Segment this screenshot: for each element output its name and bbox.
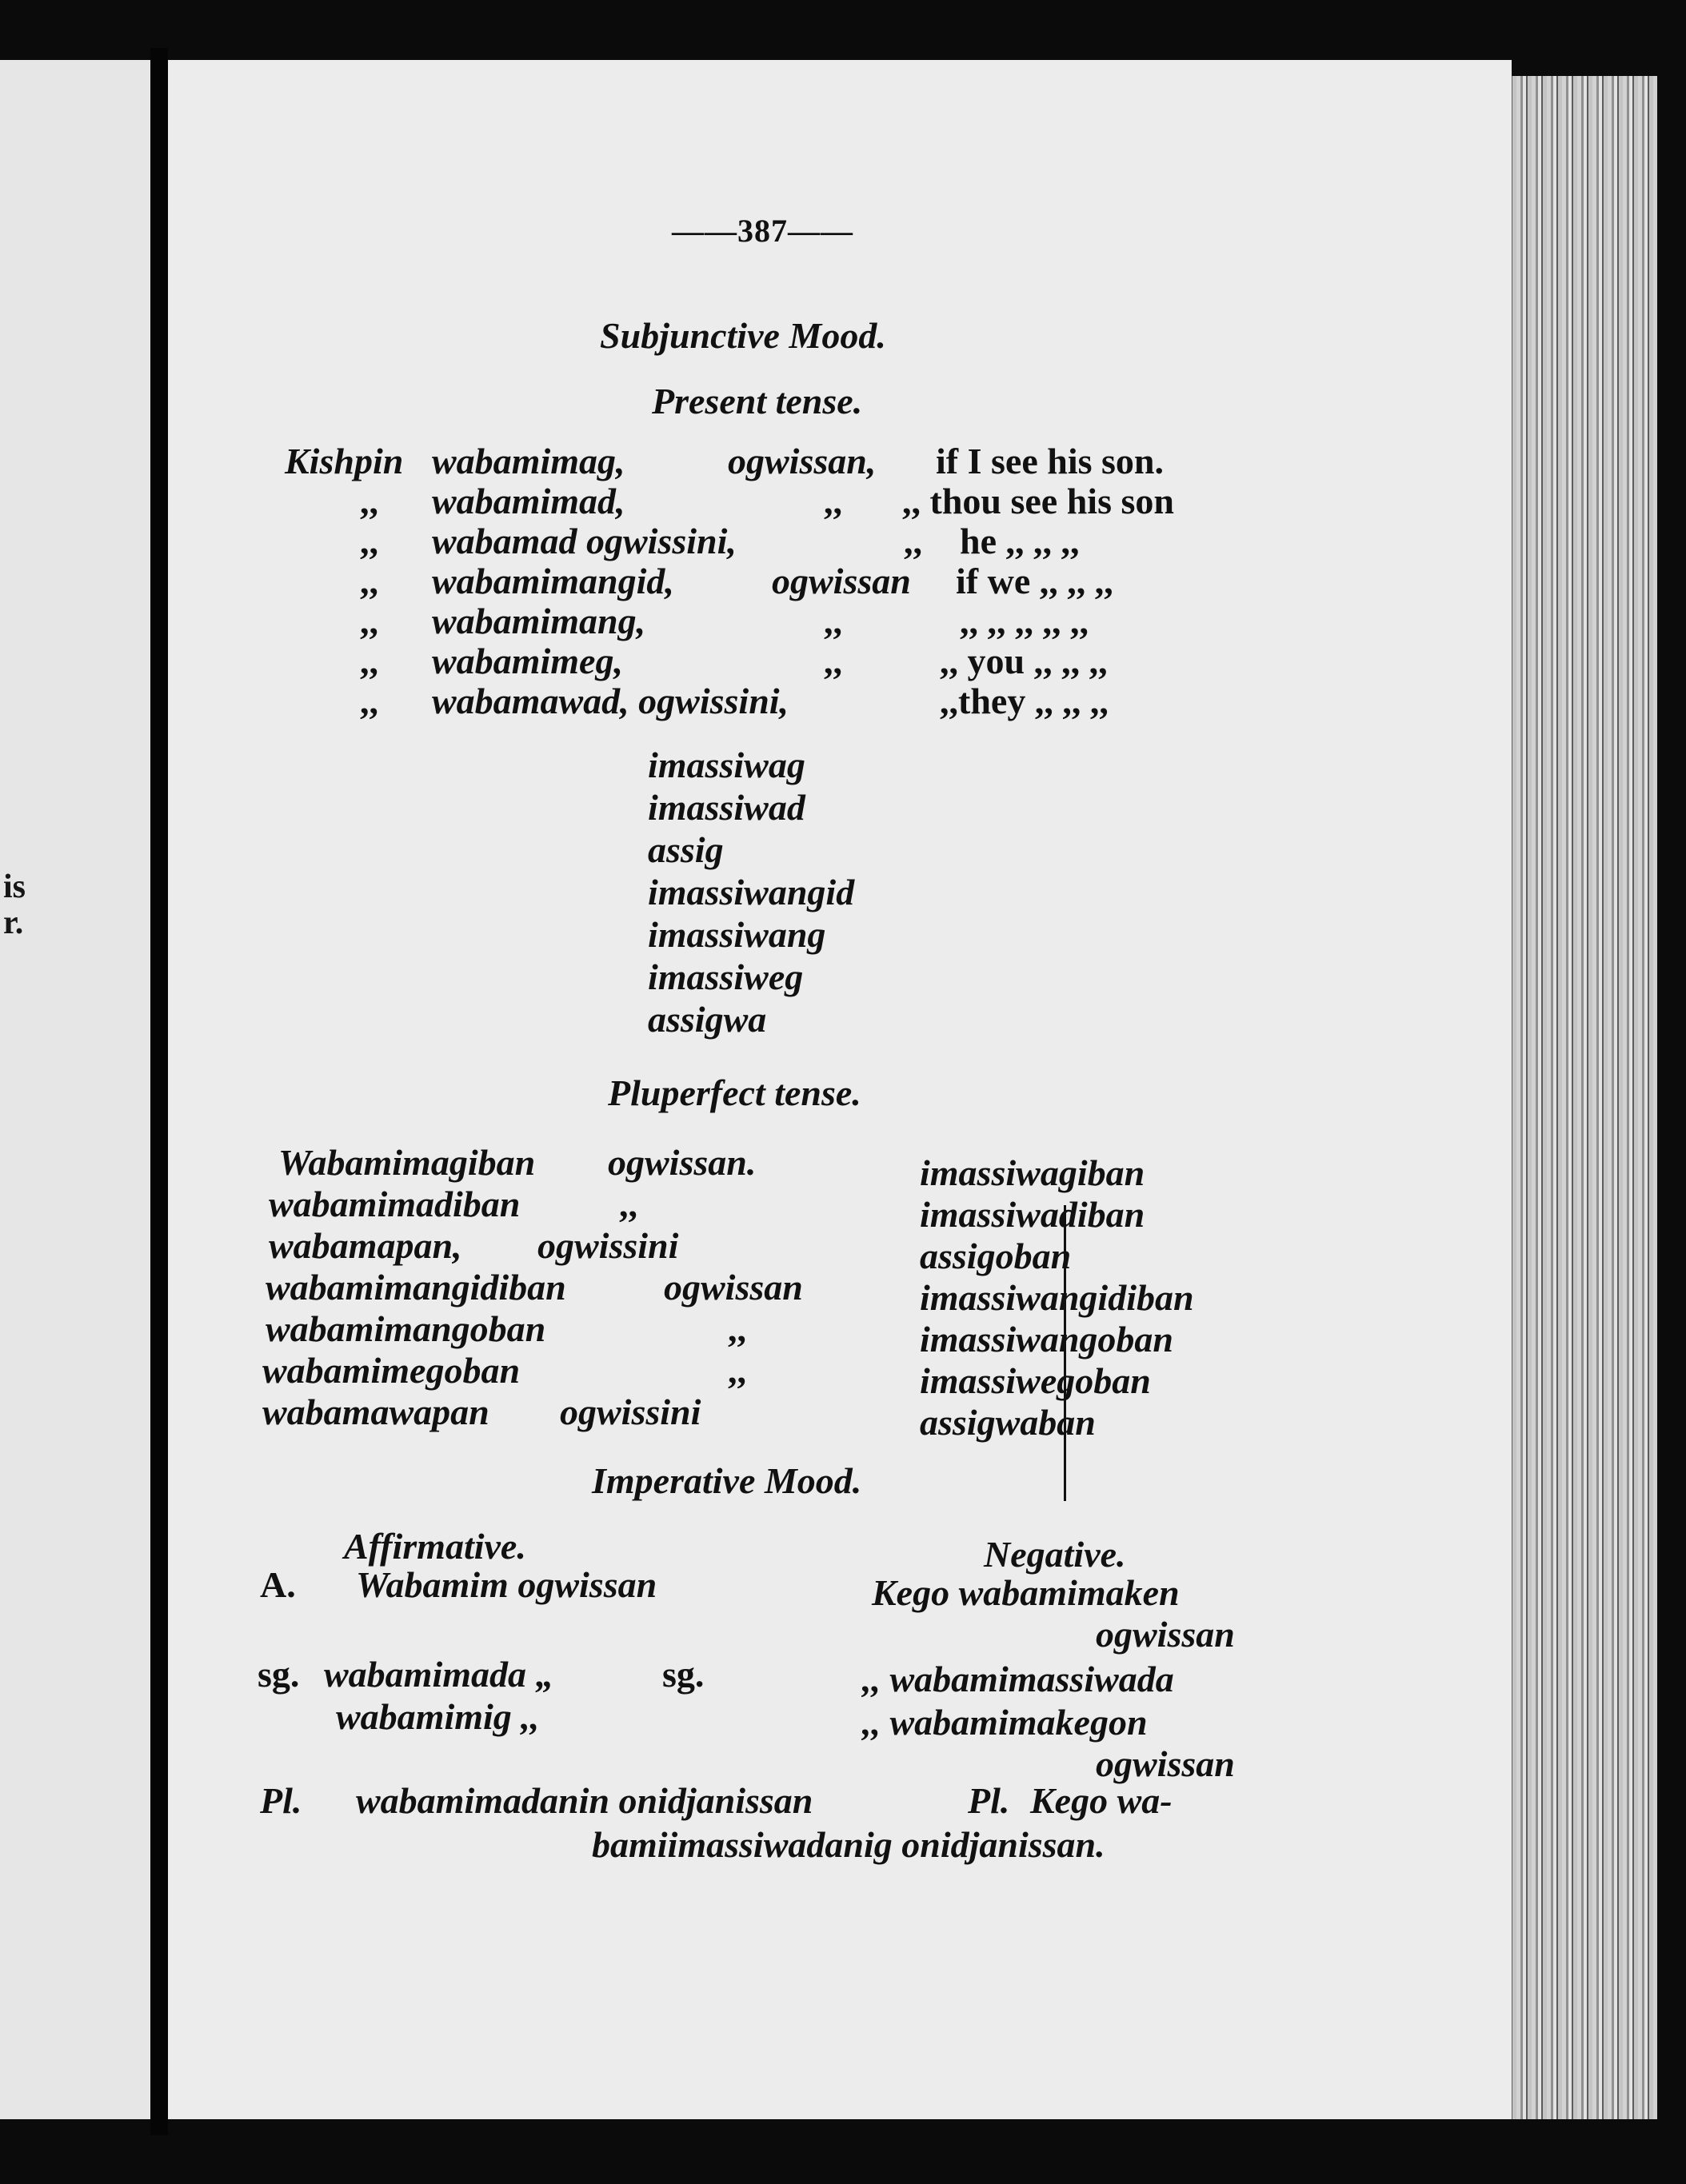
noun-form: ,, — [619, 1184, 637, 1224]
negative-form: ,, wabamimassiwada — [862, 1659, 1174, 1699]
row-lead: ,, — [360, 481, 378, 521]
english-gloss: he ,, ,, ,, — [960, 521, 1080, 561]
list-item: imassiwangoban — [920, 1319, 1173, 1360]
book-page — [168, 60, 1512, 2119]
english-gloss: ,,they ,, ,, ,, — [940, 681, 1109, 721]
verb-form: wabamimag, — [432, 441, 625, 481]
noun-form: ,, — [728, 1308, 746, 1349]
verb-form: wabamimig ,, — [336, 1696, 540, 1737]
verb-form: wabamawapan — [262, 1391, 489, 1432]
verb-form: wabamimeg, — [432, 641, 623, 681]
verb-form: wabamimadiban — [269, 1184, 521, 1224]
verb-form: wabamimegoban — [262, 1350, 521, 1391]
noun-form: ,, — [824, 641, 842, 681]
verb-form: wabamapan, — [269, 1225, 462, 1266]
row-label: Pl. — [968, 1780, 1010, 1821]
row-lead: ,, — [360, 681, 378, 721]
verb-form: wabamimangid, — [432, 561, 674, 601]
verb-form: wabamimangoban — [266, 1308, 546, 1349]
row-lead: ,, — [360, 561, 378, 601]
verb-form: Wabamim ogwissan — [356, 1564, 657, 1605]
list-item: imassiweg — [648, 956, 804, 997]
negative-form: Kego wabamimaken — [872, 1572, 1180, 1613]
noun-form: ogwissan — [664, 1267, 803, 1308]
row-lead: ,, — [360, 601, 378, 641]
negative-form: ogwissan — [1096, 1743, 1235, 1784]
list-item: imassiwegoban — [920, 1360, 1151, 1401]
list-item: assigwa — [648, 999, 767, 1040]
english-gloss: ,, you ,, ,, ,, — [940, 641, 1108, 681]
verb-form: wabamad ogwissini, — [432, 521, 737, 561]
verb-form: wabamawad, ogwissini, — [432, 681, 789, 721]
book-spine — [150, 48, 168, 2135]
list-item: imassiwagiban — [920, 1152, 1145, 1193]
affirmative-label: Affirmative. — [344, 1526, 526, 1567]
row-lead: ,, — [360, 521, 378, 561]
pluperfect-tense-heading: Pluperfect tense. — [608, 1072, 861, 1113]
verb-form: wabamimangidiban — [266, 1267, 566, 1308]
list-item: imassiwadiban — [920, 1194, 1145, 1235]
noun-form: ,, — [824, 601, 842, 641]
noun-form: ,, — [904, 521, 922, 561]
negative-form: Kego wa- — [1030, 1780, 1173, 1821]
noun-form: ogwissan. — [608, 1142, 757, 1183]
verb-form: wabamimad, — [432, 481, 625, 521]
negative-form: ,, wabamimakegon — [862, 1702, 1148, 1743]
present-tense-heading: Present tense. — [652, 381, 863, 421]
noun-form: ogwissini — [560, 1391, 701, 1432]
row-label: Pl. — [260, 1780, 302, 1821]
row-label: sg. — [258, 1654, 300, 1695]
list-item: assigoban — [920, 1236, 1072, 1276]
list-item: imassiwag — [648, 745, 805, 785]
mood-heading: Subjunctive Mood. — [600, 315, 886, 356]
verb-form: Wabamimagiban — [278, 1142, 536, 1183]
page-edges — [1500, 76, 1657, 2119]
list-item: assig — [648, 829, 724, 870]
list-item: imassiwang — [648, 914, 826, 955]
english-gloss: if I see his son. — [936, 441, 1164, 481]
imperative-mood-heading: Imperative Mood. — [592, 1460, 862, 1501]
row-label: A. — [260, 1564, 296, 1605]
noun-form: ,, — [728, 1350, 746, 1391]
negative-form: ogwissan — [1096, 1614, 1235, 1655]
noun-form: ogwissini — [537, 1225, 679, 1266]
list-item: assigwaban — [920, 1402, 1096, 1443]
row-lead: ,, — [360, 641, 378, 681]
list-item: imassiwangid — [648, 872, 855, 912]
row-lead: Kishpin — [285, 441, 404, 481]
verb-form: wabamimada „ — [324, 1654, 554, 1695]
noun-form: ogwissan — [772, 561, 911, 601]
english-gloss: if we ,, ,, ,, — [956, 561, 1113, 601]
row-label: sg. — [662, 1654, 705, 1695]
list-item: imassiwad — [648, 787, 805, 828]
english-gloss: ,, thou see his son — [902, 481, 1174, 521]
list-item: imassiwangidiban — [920, 1277, 1194, 1318]
english-gloss: ,, ,, ,, ,, ,, — [960, 601, 1089, 641]
noun-form: ogwissan, — [728, 441, 877, 481]
previous-page-fragment: is — [3, 868, 26, 905]
verb-form: wabamimang, — [432, 601, 646, 641]
page-number: ——387—— — [672, 213, 853, 249]
verb-form: wabamimadanin onidjanissan — [356, 1780, 813, 1821]
negative-form: bamiimassiwadanig onidjanissan. — [592, 1824, 1105, 1865]
noun-form: ,, — [824, 481, 842, 521]
negative-label: Negative. — [984, 1534, 1126, 1575]
previous-page-fragment: r. — [3, 904, 24, 941]
previous-page-edge — [0, 60, 150, 2119]
